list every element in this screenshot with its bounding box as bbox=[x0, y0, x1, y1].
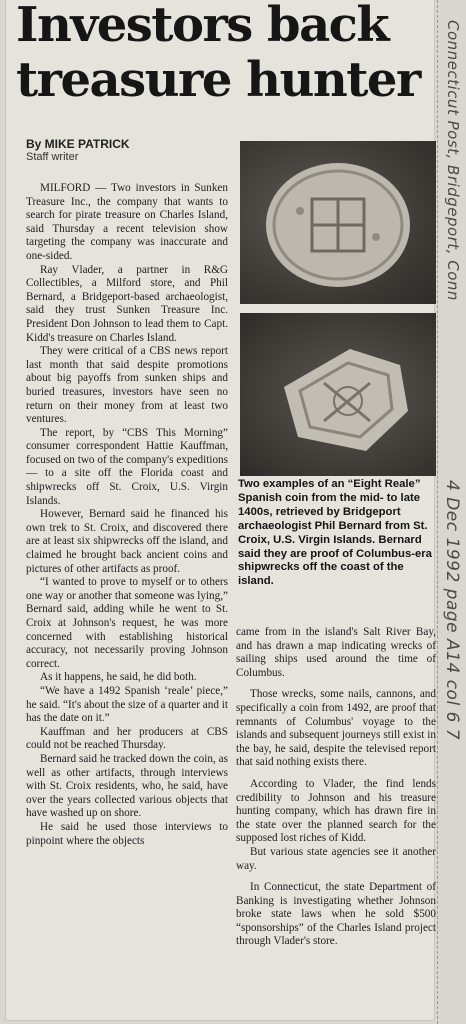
paragraph: They were critical of a CBS news report last month that said despite promotions about big payoffs from sunken ships and buried treasures, investors have seen no return on their money from at least two ventures. bbox=[26, 345, 228, 426]
paragraph: Those wrecks, some nails, cannons, and specifically a coin from 1492, are proof that remnants of Columbus' voyage to the islands and subsequent journeys still exist in the bay, he said, despite the televised report that said nothing exists there. bbox=[236, 688, 436, 769]
paragraph: Bernard said he tracked down the coin, as well as other artifacts, through interviews with St. Croix residents, who, he said, have over the years collected various objects that have washed up on shore. bbox=[26, 752, 228, 820]
coin-photo-2 bbox=[240, 313, 436, 476]
handwritten-source-note: Connecticut Post, Bridgeport, Conn bbox=[444, 20, 462, 301]
paragraph: In Connecticut, the state Department of Banking is investigating whether Johnson broke state laws when he sold $500 “sponsorships” of the Charles Island project through Vlader's store. bbox=[236, 881, 436, 948]
paragraph: MILFORD — Two investors in Sunken Treasure Inc., the company that wants to search for pirate treasure on Charles Island, said Thursday a recent television show targeting the company was inaccurate and one-sided. bbox=[26, 182, 228, 262]
byline-role: Staff writer bbox=[26, 151, 79, 163]
paragraph: came from in the island's Salt River Bay, and has drawn a map indicating wrecks of sailing ships used around the time of Columbus. bbox=[236, 626, 436, 679]
paragraph: Ray Vlader, a partner in R&G Collectibles, a Milford store, and Phil Bernard, a Bridgeport-based archaeologist, said they trust Sunken Treasure Inc. President Don Johnson to lead them to Capt. Kidd's treasure on Charles Island. bbox=[26, 263, 228, 344]
paragraph: Kauffman and her producers at CBS could not be reached Thursday. bbox=[26, 725, 228, 752]
paragraph: But various state agencies see it another way. bbox=[236, 845, 436, 872]
headline-line-1: Investors back bbox=[16, 0, 389, 53]
paragraph: However, Bernard said he financed his own trek to St. Croix, and discovered there are at least six shipwrecks off the island, and claimed he brought back ancient coins and pictures of other artifacts as proof. bbox=[26, 508, 228, 575]
paragraph: The report, by “CBS This Morning” consumer correspondent Hattie Kauffman, focused on two of the company's expeditions — to a site off the Florida coast and shipwrecks off St. Croix, U.S. Virgin Islands. bbox=[26, 426, 228, 507]
margin-rule bbox=[437, 0, 438, 1024]
paragraph: He said he used those interviews to pinpoint where the objects bbox=[26, 820, 228, 847]
article-column-1 bbox=[26, 182, 228, 848]
paragraph: According to Vlader, the find lends credibility to Johnson and his treasure hunting company, which has drawn fire in the state over the planned search for the supposed lost riches of Kidd. bbox=[236, 777, 436, 845]
coin-image-2 bbox=[240, 313, 436, 476]
headline-line-2: treasure hunter bbox=[16, 52, 420, 108]
paragraph: “I wanted to prove to myself or to others one way or another that someone was lying,” Bernard said, adding while he went to St. Croix at Johnson's request, he was more concerned with establishing historical accuracy, not necessarily proving Johnson correct. bbox=[26, 576, 228, 670]
photo-caption: Two examples of an “Eight Reale” Spanish coin from the mid- to late 1400s, retrieved by Bridgeport archaeologist Phil Bernard from St. Croix, U.S. Virgin Islands. Bernard said they are proof of Columbus-era shipwrecks off the coast of the island. bbox=[238, 478, 432, 588]
article-column-2 bbox=[236, 626, 436, 949]
headline bbox=[16, 0, 436, 108]
coin-photo-1 bbox=[240, 141, 436, 304]
newspaper-clipping bbox=[6, 0, 434, 1020]
paragraph: As it happens, he said, he did both. bbox=[40, 671, 197, 684]
byline: By MIKE PATRICK bbox=[26, 137, 130, 151]
paragraph: “We have a 1492 Spanish ‘reale’ piece,” he said. “It's about the size of a quarter and it has the date on it.” bbox=[26, 684, 228, 725]
coin-image-1 bbox=[240, 141, 436, 304]
handwritten-date-note: 4 Dec 1992 page A14 col 6 7 bbox=[442, 480, 462, 741]
